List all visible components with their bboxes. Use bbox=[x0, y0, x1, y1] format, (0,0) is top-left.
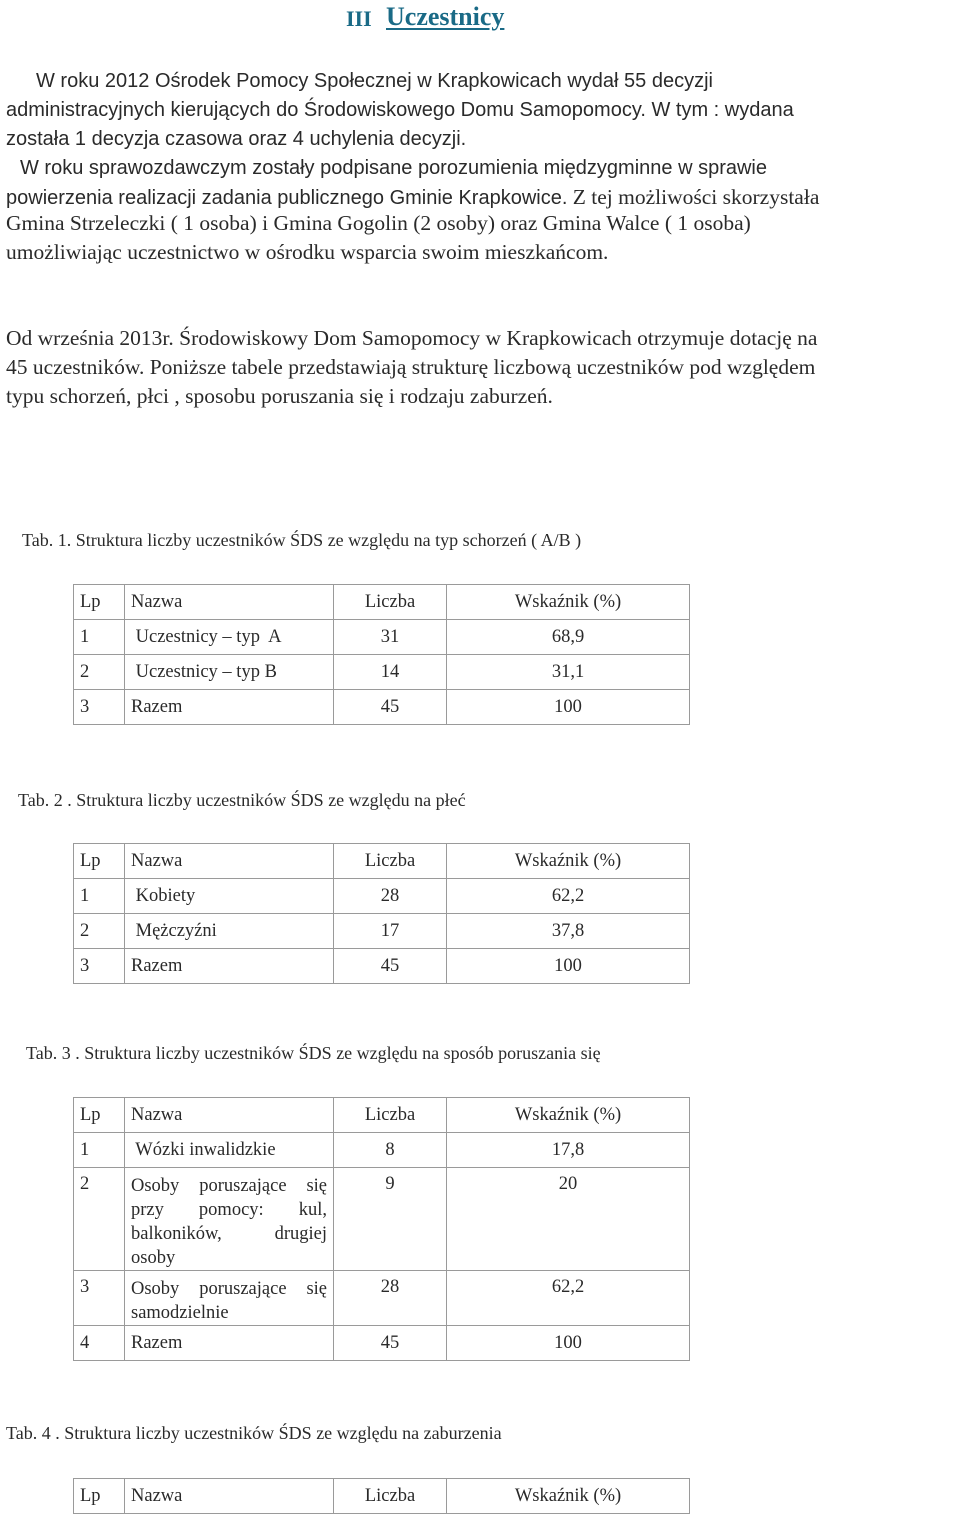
cell-lp: 2 bbox=[74, 655, 125, 690]
section-title: Uczestnicy bbox=[386, 2, 505, 31]
header-lp: Lp bbox=[74, 844, 125, 879]
cell-lp: 4 bbox=[74, 1326, 125, 1361]
header-name: Nazwa bbox=[125, 585, 334, 620]
cell-pct: 17,8 bbox=[447, 1133, 690, 1168]
cell-name: Uczestnicy – typ A bbox=[125, 620, 334, 655]
table-row bbox=[74, 690, 690, 725]
table-row bbox=[74, 1326, 690, 1361]
paragraph-agreements bbox=[6, 209, 956, 267]
table-caption: Tab. 2 . Struktura liczby uczestników ŚDS ze względu na płeć bbox=[18, 790, 466, 810]
cell-name: Kobiety bbox=[125, 879, 334, 914]
cell-pct: 31,1 bbox=[447, 655, 690, 690]
cell-name bbox=[125, 1271, 334, 1326]
cell-name-line: Osoby poruszające się bbox=[131, 1279, 327, 1299]
cell-pct: 68,9 bbox=[447, 620, 690, 655]
paragraph-decisions bbox=[6, 67, 956, 213]
header-count: Liczba bbox=[334, 844, 447, 879]
cell-count: 14 bbox=[334, 655, 447, 690]
cell-pct: 100 bbox=[447, 1326, 690, 1361]
cell-count: 28 bbox=[334, 879, 447, 914]
paragraph-line: Od września 2013r. Środowiskowy Dom Samopomocy w Krapkowicach otrzymuje dotację na bbox=[6, 326, 818, 350]
table-header-row bbox=[74, 844, 690, 879]
table-caption: Tab. 4 . Struktura liczby uczestników ŚDS ze względu na zaburzenia bbox=[6, 1423, 502, 1443]
table-caption: Tab. 3 . Struktura liczby uczestników ŚDS ze względu na sposób poruszania się bbox=[26, 1043, 601, 1063]
table-row bbox=[74, 914, 690, 949]
paragraph-line: W roku 2012 Ośrodek Pomocy Społecznej w Krapkowicach wydał 55 decyzji bbox=[36, 70, 713, 92]
cell-pct: 100 bbox=[447, 690, 690, 725]
cell-count: 9 bbox=[334, 1168, 447, 1271]
table-row bbox=[74, 655, 690, 690]
cell-name-line: samodzielnie bbox=[131, 1303, 229, 1323]
header-pct: Wskaźnik (%) bbox=[447, 585, 690, 620]
cell-pct: 37,8 bbox=[447, 914, 690, 949]
paragraph-line: 45 uczestników. Poniższe tabele przedstawiają strukturę liczbową uczestników pod względem bbox=[6, 355, 816, 379]
header-pct: Wskaźnik (%) bbox=[447, 1098, 690, 1133]
cell-lp: 1 bbox=[74, 620, 125, 655]
cell-count: 8 bbox=[334, 1133, 447, 1168]
cell-count: 17 bbox=[334, 914, 447, 949]
table-header-row bbox=[74, 1098, 690, 1133]
cell-name-line: przy pomocy: kul, bbox=[131, 1200, 327, 1220]
paragraph-line: Z tej możliwości skorzystała bbox=[567, 185, 820, 209]
cell-count: 45 bbox=[334, 949, 447, 984]
cell-pct: 62,2 bbox=[447, 879, 690, 914]
cell-count: 45 bbox=[334, 1326, 447, 1361]
header-pct: Wskaźnik (%) bbox=[447, 1479, 690, 1514]
cell-lp: 1 bbox=[74, 1133, 125, 1168]
header-count: Liczba bbox=[334, 1479, 447, 1514]
header-name: Nazwa bbox=[125, 844, 334, 879]
cell-name: Mężczyźni bbox=[125, 914, 334, 949]
section-number: III bbox=[346, 6, 372, 31]
header-lp: Lp bbox=[74, 1098, 125, 1133]
header-name: Nazwa bbox=[125, 1098, 334, 1133]
cell-name: Wózki inwalidzkie bbox=[125, 1133, 334, 1168]
cell-name-line: osoby bbox=[131, 1248, 176, 1268]
cell-name-line: Osoby poruszające się bbox=[131, 1176, 327, 1196]
table-header-row bbox=[74, 1479, 690, 1514]
table-row bbox=[74, 1168, 690, 1271]
table-disorders bbox=[73, 1478, 690, 1514]
paragraph-line: została 1 decyzja czasowa oraz 4 uchylenia decyzji. bbox=[6, 128, 467, 150]
cell-count: 28 bbox=[334, 1271, 447, 1326]
header-lp: Lp bbox=[74, 1479, 125, 1514]
table-caption: Tab. 1. Struktura liczby uczestników ŚDS ze względu na typ schorzeń ( A/B ) bbox=[22, 530, 582, 550]
paragraph-line: powierzenia realizacji zadania publicznego Gminie Krapkowice. bbox=[6, 187, 568, 209]
header-pct: Wskaźnik (%) bbox=[447, 844, 690, 879]
cell-count: 45 bbox=[334, 690, 447, 725]
cell-lp: 3 bbox=[74, 949, 125, 984]
cell-lp: 1 bbox=[74, 879, 125, 914]
table-row bbox=[74, 620, 690, 655]
cell-lp: 3 bbox=[74, 690, 125, 725]
cell-pct: 100 bbox=[447, 949, 690, 984]
table-row bbox=[74, 949, 690, 984]
cell-name: Uczestnicy – typ B bbox=[125, 655, 334, 690]
paragraph-line: typu schorzeń, płci , sposobu poruszania się i rodzaju zaburzeń. bbox=[6, 384, 553, 408]
header-count: Liczba bbox=[334, 585, 447, 620]
header-count: Liczba bbox=[334, 1098, 447, 1133]
table-disease-type bbox=[73, 584, 690, 725]
section-heading bbox=[0, 0, 960, 36]
header-lp: Lp bbox=[74, 585, 125, 620]
table-row bbox=[74, 1133, 690, 1168]
paragraph-line: Gmina Strzeleczki ( 1 osoba) i Gmina Gogolin (2 osoby) oraz Gmina Walce ( 1 osoba) bbox=[6, 211, 751, 235]
header-name: Nazwa bbox=[125, 1479, 334, 1514]
cell-pct: 20 bbox=[447, 1168, 690, 1271]
paragraph-line: administracyjnych kierujących do Środowiskowego Domu Samopomocy. W tym : wydana bbox=[6, 99, 794, 121]
table-gender bbox=[73, 843, 690, 984]
cell-name-line: balkoników, drugiej bbox=[131, 1224, 327, 1244]
paragraph-line: W roku sprawozdawczym zostały podpisane porozumienia międzygminne w sprawie bbox=[20, 157, 767, 179]
table-header-row bbox=[74, 585, 690, 620]
cell-pct: 62,2 bbox=[447, 1271, 690, 1326]
paragraph-line: umożliwiając uczestnictwo w ośrodku wsparcia swoim mieszkańcom. bbox=[6, 240, 609, 264]
table-mobility bbox=[73, 1097, 690, 1361]
cell-name: Razem bbox=[125, 949, 334, 984]
cell-name: Razem bbox=[125, 690, 334, 725]
cell-lp: 3 bbox=[74, 1271, 125, 1326]
table-row bbox=[74, 1271, 690, 1326]
cell-count: 31 bbox=[334, 620, 447, 655]
cell-lp: 2 bbox=[74, 914, 125, 949]
cell-name bbox=[125, 1168, 334, 1271]
cell-name: Razem bbox=[125, 1326, 334, 1361]
table-row bbox=[74, 879, 690, 914]
cell-lp: 2 bbox=[74, 1168, 125, 1271]
paragraph-funding bbox=[6, 324, 956, 411]
